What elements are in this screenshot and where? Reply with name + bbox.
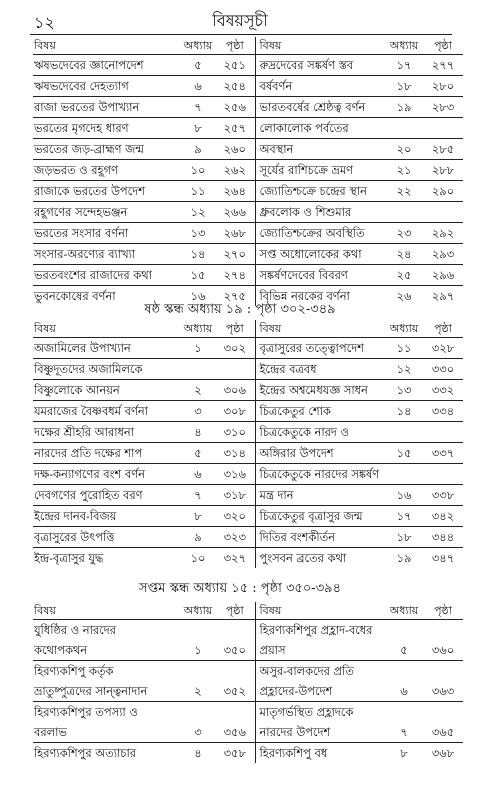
subject-cell: জ্যোতিশ্চক্রের অবস্থিতি bbox=[255, 223, 385, 244]
page-cell: ৩১০ bbox=[215, 422, 255, 443]
page-title: বিষয়সূচী bbox=[212, 11, 268, 30]
subject-cell: ভারতবর্ষের শ্রেষ্ঠত্ব বর্ণন bbox=[255, 97, 385, 118]
table-row bbox=[33, 401, 463, 422]
page-cell: ২৭৭ bbox=[423, 55, 463, 76]
page-cell: ২৬২ bbox=[215, 160, 255, 181]
col-chapter-header: অধ্যায় bbox=[181, 320, 215, 338]
subject-cell: ইন্দ্রের দানব-বিজয় bbox=[33, 506, 181, 527]
chapter-cell: ২১ bbox=[385, 160, 423, 181]
table-row bbox=[33, 181, 463, 202]
subject-cell: হিরণ্যকশিপুর অত্যাচার bbox=[34, 746, 137, 760]
subject-cell: ভরতের সংসার বর্ণনা bbox=[33, 223, 181, 244]
subject-cell: অবস্থান bbox=[255, 139, 385, 160]
subject-cell: বর্ষবর্ণন bbox=[255, 76, 385, 97]
col-subject-header: বিষয় bbox=[33, 37, 181, 55]
subject-cell: জ্যোতিশ্চক্রে চন্দ্রের স্থান bbox=[255, 181, 385, 202]
chapter-cell bbox=[385, 702, 423, 723]
table-row bbox=[33, 743, 463, 764]
page-cell: ৩৪৪ bbox=[423, 527, 463, 548]
page-cell: ৩৪২ bbox=[423, 506, 463, 527]
subject-cell: নারদের প্রতি দক্ষের শাপ bbox=[33, 443, 181, 464]
subject-cell: ভ্রাতুষ্পুত্রদের সান্ত্বনাদান bbox=[33, 681, 181, 702]
chapter-cell: ১৩ bbox=[385, 380, 423, 401]
table-row bbox=[33, 223, 463, 244]
chapter-cell bbox=[385, 202, 423, 223]
chapter-cell: ৩ bbox=[181, 722, 215, 743]
table-row bbox=[33, 620, 463, 641]
chapter-cell: ৪ bbox=[194, 746, 202, 760]
chapter-cell: ১০ bbox=[190, 551, 206, 565]
subject-cell: সূর্যের রাশিচক্রে ভ্রমণ bbox=[255, 160, 385, 181]
subject-cell: হিরণ্যকশিপুর তপস্যা ও bbox=[34, 705, 138, 719]
subject-cell: ভুবনকোষের বর্ণনা bbox=[34, 289, 116, 303]
page-cell: ২৯০ bbox=[423, 181, 463, 202]
chapter-cell: ২৬ bbox=[396, 289, 412, 303]
table-row bbox=[33, 661, 463, 682]
chapter-cell: ১২ bbox=[181, 202, 215, 223]
chapter-cell: ৪ bbox=[181, 422, 215, 443]
table-row bbox=[33, 443, 463, 464]
subject-cell: রাজাকে ভরতের উপদেশ bbox=[33, 181, 181, 202]
subject-cell: দক্ষ-কন্যাগণের বংশ বর্ণন bbox=[33, 464, 181, 485]
subject-cell: বিষ্ণুলোকে আনয়ন bbox=[33, 380, 181, 401]
chapter-cell: ১৫ bbox=[385, 443, 423, 464]
chapter-cell bbox=[181, 702, 215, 723]
table-row bbox=[33, 506, 463, 527]
col-subject-header: বিষয় bbox=[255, 320, 385, 338]
subject-cell: ইন্দ্রের অশ্বমেধযজ্ঞ সাধন bbox=[255, 380, 385, 401]
section3-table bbox=[33, 602, 463, 763]
table-header-row bbox=[33, 37, 463, 55]
chapter-cell: ১৯ bbox=[396, 551, 412, 565]
subject-cell: ইন্দ্রের বত্রবধ bbox=[255, 359, 385, 380]
table-row bbox=[33, 118, 463, 139]
page-cell: ২৫৪ bbox=[215, 76, 255, 97]
chapter-cell: ২৩ bbox=[385, 223, 423, 244]
subject-cell: অঙ্গিরার উপদেশ bbox=[255, 443, 385, 464]
chapter-cell bbox=[385, 422, 423, 443]
page-cell: ৩৫০ bbox=[215, 640, 255, 661]
page-cell: ২৬০ bbox=[215, 139, 255, 160]
chapter-cell: ৮ bbox=[400, 746, 408, 760]
page-cell: ৩৩২ bbox=[423, 380, 463, 401]
page-cell: ৩৩৪ bbox=[423, 401, 463, 422]
chapter-cell: ৭ bbox=[385, 722, 423, 743]
table-row bbox=[33, 422, 463, 443]
table-row bbox=[33, 359, 463, 380]
page-cell: ২৭৫ bbox=[223, 289, 246, 303]
table-row bbox=[33, 485, 463, 506]
page-cell: ৩১৪ bbox=[215, 443, 255, 464]
col-page-header: পৃষ্ঠা bbox=[215, 320, 255, 338]
subject-cell: অসুর-বালকদের প্রতি bbox=[255, 661, 385, 682]
subject-cell: ভরতবংশের রাজাদের কথা bbox=[33, 265, 181, 286]
subject-cell: হিরণ্যকশিপু কর্তৃক bbox=[34, 664, 114, 678]
subject-cell: যমরাজের বৈষ্ণবধর্ম বর্ণনা bbox=[33, 401, 181, 422]
subject-cell: বৃত্রাসুরের উৎপত্তি bbox=[33, 527, 181, 548]
chapter-cell: ৬ bbox=[181, 464, 215, 485]
chapter-cell: ৫ bbox=[385, 640, 423, 661]
chapter-cell: ১৪ bbox=[385, 401, 423, 422]
chapter-cell: ২ bbox=[181, 681, 215, 702]
chapter-cell: ১ bbox=[181, 640, 215, 661]
page-cell bbox=[423, 202, 463, 223]
subject-cell: বিভিন্ন নরকের বর্ণনা bbox=[255, 286, 385, 307]
subject-cell: প্রয়াস bbox=[255, 640, 385, 661]
subject-cell: পুংসবন ব্রতের কথা bbox=[255, 548, 385, 569]
subject-cell: সঙ্কর্ষণদেবের বিবরণ bbox=[255, 265, 385, 286]
page-cell: ৩৬০ bbox=[423, 640, 463, 661]
subject-cell: রাজা ভরতের উপাখ্যান bbox=[33, 97, 181, 118]
subject-cell: সংসার-অরণ্যের ব্যাখ্যা bbox=[33, 244, 181, 265]
table-row bbox=[33, 160, 463, 181]
page-cell: ৩৩৮ bbox=[423, 485, 463, 506]
chapter-cell: ৫ bbox=[181, 443, 215, 464]
page-cell: ৩২৭ bbox=[223, 551, 246, 565]
page-cell: ২৬৬ bbox=[215, 202, 255, 223]
page-cell: ২৮৫ bbox=[423, 139, 463, 160]
table-header-row bbox=[33, 320, 463, 338]
page-cell bbox=[423, 118, 463, 139]
table-row bbox=[33, 464, 463, 485]
table-row bbox=[33, 202, 463, 223]
col-chapter-header: অধ্যায় bbox=[181, 602, 215, 620]
subject-cell: সপ্ত অধোলোকের কথা bbox=[255, 244, 385, 265]
chapter-cell: ৭ bbox=[181, 485, 215, 506]
subject-cell: জড়ভরত ও রহূগণ bbox=[33, 160, 181, 181]
page-cell: ৩৫৮ bbox=[223, 746, 246, 760]
subject-cell: রহূগণের সন্দেহভঞ্জন bbox=[33, 202, 181, 223]
chapter-cell: ১৫ bbox=[181, 265, 215, 286]
col-page-header: পৃষ্ঠা bbox=[215, 37, 255, 55]
page-cell: ২৮৮ bbox=[423, 160, 463, 181]
col-subject-header: বিষয় bbox=[255, 37, 385, 55]
chapter-cell bbox=[181, 661, 215, 682]
subject-cell: ধ্রুবলোক ও শিশুমার bbox=[255, 202, 385, 223]
subject-cell: চিত্রকেতুকে নারদের সঙ্কর্ষণ bbox=[255, 464, 385, 485]
chapter-cell: ২৪ bbox=[385, 244, 423, 265]
table-row bbox=[33, 702, 463, 723]
subject-cell: বিষ্ণুদূতদের অজামিলকে bbox=[33, 359, 181, 380]
col-page-header: পৃষ্ঠা bbox=[423, 320, 463, 338]
subject-cell: ঋষভদেবের দেহত্যাগ bbox=[33, 76, 181, 97]
page-cell: ৩৬৫ bbox=[423, 722, 463, 743]
table-row bbox=[33, 527, 463, 548]
page-cell bbox=[423, 464, 463, 485]
chapter-cell: ১৯ bbox=[385, 97, 423, 118]
subject-cell: চিত্রকেতুর বৃত্রাসুর জন্ম bbox=[255, 506, 385, 527]
subject-cell: মন্ত্র দান bbox=[255, 485, 385, 506]
chapter-cell: ২৫ bbox=[385, 265, 423, 286]
subject-cell: বরলাভ bbox=[33, 722, 181, 743]
chapter-cell: ১৬ bbox=[190, 289, 206, 303]
section2-table bbox=[33, 320, 463, 568]
chapter-cell: ৭ bbox=[181, 97, 215, 118]
page-cell: ৩২৩ bbox=[215, 527, 255, 548]
table-row bbox=[33, 338, 463, 359]
chapter-cell: ১৪ bbox=[181, 244, 215, 265]
chapter-cell: ৮ bbox=[181, 118, 215, 139]
subject-cell: ইন্দ্র-বৃত্রাসুর যুদ্ধ bbox=[34, 551, 104, 565]
subject-cell: দক্ষের শ্রীহরি আরাধনা bbox=[33, 422, 181, 443]
page-cell: ২৯৩ bbox=[423, 244, 463, 265]
subject-cell: অজামিলের উপাখ্যান bbox=[33, 338, 181, 359]
chapter-cell: ১৬ bbox=[385, 485, 423, 506]
subject-cell: ভরতের জড়-ব্রাহ্মণ জন্ম bbox=[33, 139, 181, 160]
chapter-cell: ২২ bbox=[385, 181, 423, 202]
page-cell: ৩৬৩ bbox=[423, 681, 463, 702]
chapter-cell: ১৮ bbox=[385, 527, 423, 548]
subject-cell: চিত্রকেতুর শোক bbox=[255, 401, 385, 422]
page-cell: ২৯২ bbox=[423, 223, 463, 244]
chapter-cell bbox=[385, 620, 423, 641]
section3-heading: সপ্তম স্কন্ধ অধ্যায় ১৫ : পৃষ্ঠা ৩৫০-৩৯৪ bbox=[138, 581, 342, 596]
chapter-cell: ১১ bbox=[181, 181, 215, 202]
page-cell: ৩৫২ bbox=[215, 681, 255, 702]
page-cell: ৩২০ bbox=[215, 506, 255, 527]
col-subject-header: বিষয় bbox=[33, 320, 181, 338]
table-row bbox=[33, 97, 463, 118]
table-row bbox=[33, 548, 463, 569]
page-cell: ৩৬৮ bbox=[431, 746, 455, 760]
page-cell bbox=[215, 359, 255, 380]
subject-cell: ভরতের মৃগদেহ ধারণ bbox=[33, 118, 181, 139]
col-page-header: পৃষ্ঠা bbox=[215, 602, 255, 620]
table-row bbox=[33, 681, 463, 702]
page-cell bbox=[423, 702, 463, 723]
chapter-cell bbox=[181, 620, 215, 641]
col-chapter-header: অধ্যায় bbox=[181, 37, 215, 55]
chapter-cell: ২০ bbox=[385, 139, 423, 160]
page-cell: ৩২৮ bbox=[423, 338, 463, 359]
chapter-cell: ৯ bbox=[181, 527, 215, 548]
page-cell: ২৮০ bbox=[423, 76, 463, 97]
col-page-header: পৃষ্ঠা bbox=[423, 37, 463, 55]
chapter-cell: ১৮ bbox=[385, 76, 423, 97]
subject-cell: লোকালোক পর্বতের bbox=[255, 118, 385, 139]
table-header-row bbox=[33, 602, 463, 620]
col-chapter-header: অধ্যায় bbox=[385, 602, 423, 620]
chapter-cell bbox=[385, 464, 423, 485]
page-cell: ৩৩০ bbox=[423, 359, 463, 380]
page-cell: ৩১৮ bbox=[215, 485, 255, 506]
col-subject-header: বিষয় bbox=[255, 602, 385, 620]
chapter-cell: ৯ bbox=[181, 139, 215, 160]
table-row bbox=[33, 380, 463, 401]
table-row bbox=[33, 640, 463, 661]
table-row bbox=[33, 265, 463, 286]
chapter-cell: ১৩ bbox=[181, 223, 215, 244]
page-cell: ৩৫৬ bbox=[215, 722, 255, 743]
chapter-cell: ১৭ bbox=[385, 55, 423, 76]
subject-cell: বৃত্রাসুরের তত্ত্বোপদেশ bbox=[255, 338, 385, 359]
subject-cell: যুধিষ্ঠির ও নারদের bbox=[34, 623, 116, 637]
subject-cell: চিত্রকেতুকে নারদ ও bbox=[255, 422, 385, 443]
chapter-cell: ১০ bbox=[181, 160, 215, 181]
subject-cell: কথোপকথন bbox=[33, 640, 181, 661]
table-row bbox=[33, 244, 463, 265]
chapter-cell: ৬ bbox=[181, 76, 215, 97]
chapter-cell: ১ bbox=[181, 338, 215, 359]
chapter-cell: ৩ bbox=[181, 401, 215, 422]
subject-cell: প্রহ্লাদের-উপদেশ bbox=[255, 681, 385, 702]
section1-table bbox=[33, 37, 463, 306]
chapter-cell: ৮ bbox=[181, 506, 215, 527]
page-cell: ৩০২ bbox=[215, 338, 255, 359]
chapter-cell bbox=[385, 118, 423, 139]
chapter-cell bbox=[181, 359, 215, 380]
page-cell bbox=[423, 661, 463, 682]
chapter-cell: ১২ bbox=[385, 359, 423, 380]
page-cell bbox=[423, 422, 463, 443]
section2-heading: ষষ্ঠ স্কন্ধ অধ্যায় ১৯ : পৃষ্ঠা ৩০২-৩৪৯ bbox=[144, 302, 336, 317]
chapter-cell: ৬ bbox=[385, 681, 423, 702]
page-cell bbox=[215, 620, 255, 641]
page-cell: ২৫৬ bbox=[215, 97, 255, 118]
subject-cell: দিতির বংশকীর্তন bbox=[255, 527, 385, 548]
page-cell bbox=[423, 620, 463, 641]
subject-cell: হিরণ্যকশিপুর প্রহ্লাদ-বধের bbox=[255, 620, 385, 641]
col-chapter-header: অধ্যায় bbox=[385, 320, 423, 338]
chapter-cell: ২ bbox=[181, 380, 215, 401]
page-cell: ২৬৪ bbox=[215, 181, 255, 202]
page-cell: ৩১৬ bbox=[215, 464, 255, 485]
page-cell: ৩০৮ bbox=[215, 401, 255, 422]
subject-cell: দেবগণের পুরোহিত বরণ bbox=[33, 485, 181, 506]
page-cell: ২৯৬ bbox=[423, 265, 463, 286]
page-number: ১২ bbox=[34, 13, 55, 32]
table-row bbox=[33, 76, 463, 97]
page-cell: ৩৩৭ bbox=[423, 443, 463, 464]
table-row bbox=[33, 55, 463, 76]
table-row bbox=[33, 722, 463, 743]
page-cell: ৩৪৭ bbox=[431, 551, 455, 565]
page-cell: ২৯৭ bbox=[431, 289, 455, 303]
subject-cell: ঋষভদেবের জ্ঞানোপদেশ bbox=[33, 55, 181, 76]
chapter-cell: ৫ bbox=[181, 55, 215, 76]
subject-cell: নারদের উপদেশ bbox=[255, 722, 385, 743]
col-page-header: পৃষ্ঠা bbox=[423, 602, 463, 620]
chapter-cell: ১৭ bbox=[385, 506, 423, 527]
col-chapter-header: অধ্যায় bbox=[385, 37, 423, 55]
page-cell bbox=[215, 702, 255, 723]
chapter-cell: ১১ bbox=[385, 338, 423, 359]
page-cell: ২৫৭ bbox=[215, 118, 255, 139]
subject-cell: মাতৃগর্ভস্থিত প্রহ্লাদকে bbox=[255, 702, 385, 723]
subject-cell: রুদ্রদেবের সঙ্কর্ষণ স্তব bbox=[255, 55, 385, 76]
page-cell: ২৮৩ bbox=[423, 97, 463, 118]
page-cell: ২৬৮ bbox=[215, 223, 255, 244]
page-cell: ২৫১ bbox=[215, 55, 255, 76]
chapter-cell bbox=[385, 661, 423, 682]
table-row bbox=[33, 139, 463, 160]
subject-cell: হিরণ্যকশিপু বধ bbox=[255, 743, 385, 764]
col-subject-header: বিষয় bbox=[33, 602, 181, 620]
page-cell: ২৭০ bbox=[215, 244, 255, 265]
page-cell: ২৭৪ bbox=[215, 265, 255, 286]
page-cell bbox=[215, 661, 255, 682]
page-cell: ৩০৬ bbox=[215, 380, 255, 401]
header-rule bbox=[30, 34, 452, 35]
